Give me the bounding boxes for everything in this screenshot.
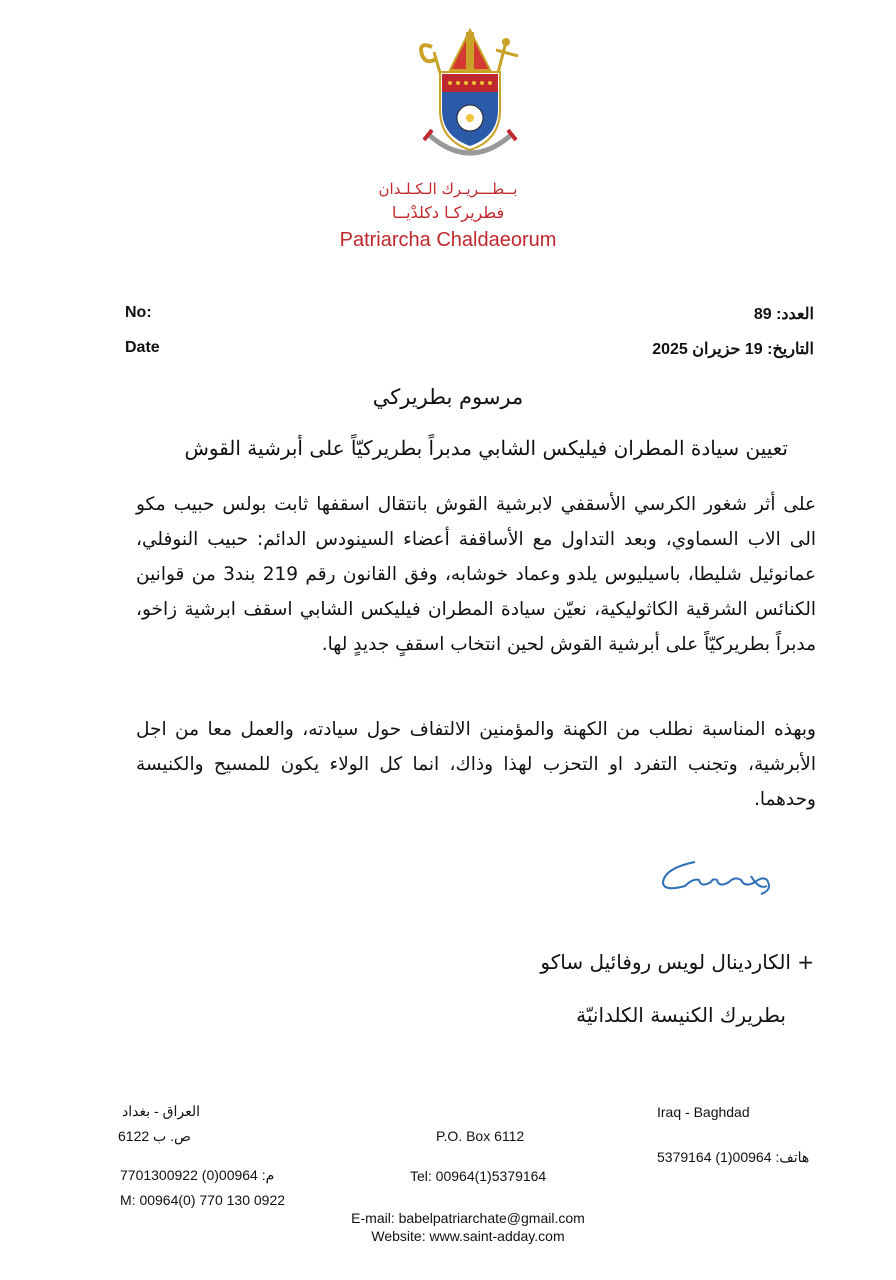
number-label-en: No: [125, 304, 152, 321]
signatory-name: الكاردينال لويس روفائيل ساكو [540, 950, 791, 974]
document-subtitle: تعيين سيادة المطران فيليكس الشابي مدبراً بطريركيّاً على أبرشية القوش [184, 436, 788, 460]
footer-mobile-en: M: 00964(0) 770 130 0922 [120, 1192, 286, 1208]
footer-city-ar: العراق - بغداد [122, 1103, 200, 1119]
body-paragraph-1: على أثر شغور الكرسي الأسقفي لابرشية القوش بانتقال اسقفها ثابت بولس حبيب مكو الى الاب السماوي، وبعد التداول مع الأساقفة أعضاء السينودس الدائم: حبيب النوفلي، عمانوئيل شليطا، باسيليوس يلدو وعماد خوشابه، وفق القانون رقم 219 بند3 من قوانين الكنائس الشرقية الكاثوليكية، نعيّن سيادة المطران فيليكس الشابي اسقف ابرشية زاخو، مدبراً بطريركيّاً على أبرشية القوش لحين انتخاب اسقفٍ جديدٍ لها. [136, 494, 816, 655]
footer-phone: هاتف: 00964(1) 5379164 [657, 1149, 810, 1165]
footer-pobox-ar: ص. ب 6122 [118, 1128, 191, 1144]
date-label-ar: التاريخ: 19 حزيران 2025 [652, 341, 814, 358]
number-label-ar: العدد: 89 [753, 306, 814, 323]
footer-website: Website: www.saint-adday.com [371, 1228, 565, 1244]
header-syriac-line: فطريركـا دكلدْيــا [391, 203, 505, 222]
header-latin-title: Patriarcha Chaldaeorum [339, 229, 557, 251]
header-arabic-line-1: بــطـــريـرك الـكـلـدان [378, 180, 518, 198]
handwritten-signature-icon [655, 850, 785, 905]
body-paragraph-2: وبهذه المناسبة نطلب من الكهنة والمؤمنين الالتفاف حول سيادته، والعمل معا من اجل الأبرشية، وتجنب التفرد او التحزب لهذا وذاك، انما كل الولاء يكون للمسيح والكنيسة وحدهما. [136, 719, 816, 810]
date-label-en: Date [125, 339, 160, 356]
footer-city-en: Iraq - Baghdad [657, 1104, 750, 1120]
signatory-title: بطريرك الكنيسة الكلدانيّة [576, 1003, 786, 1027]
document-title: مرسوم بطريركي [372, 385, 524, 409]
footer-telephone: Tel: 00964(1)5379164 [410, 1168, 547, 1184]
coat-of-arms-icon [410, 22, 530, 164]
cross-mark: + [797, 950, 814, 974]
footer-email: E-mail: babelpatriarchate@gmail.com [351, 1210, 585, 1226]
footer-pobox-en: P.O. Box 6112 [436, 1128, 525, 1144]
footer-mobile-ar: م: 00964(0) 7701300922 [120, 1167, 275, 1183]
